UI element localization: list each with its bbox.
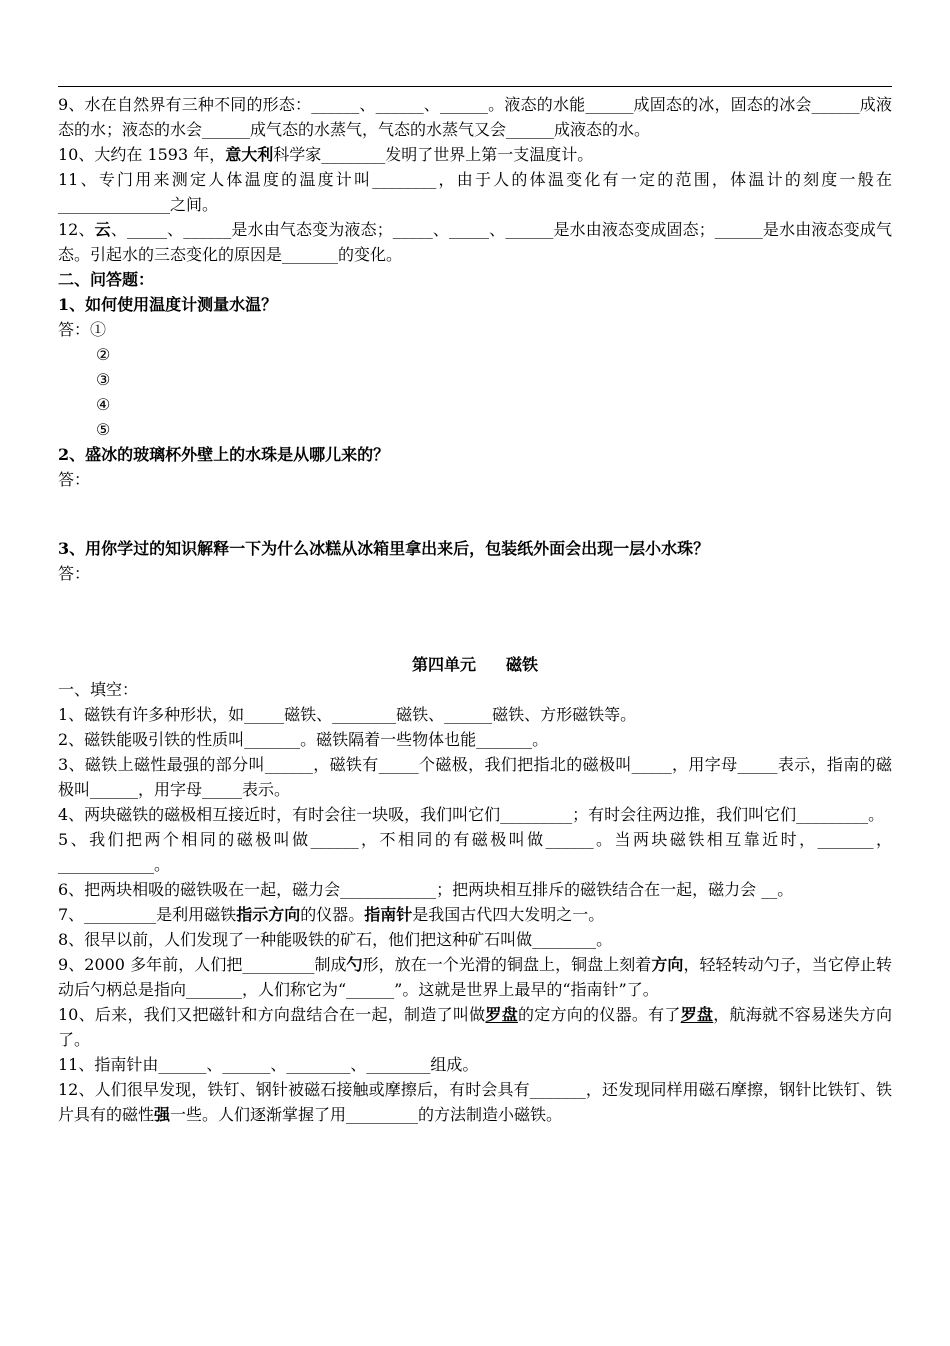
answer-line-5: ⑤ <box>96 420 111 439</box>
unit4-question-12 <box>58 1077 892 1127</box>
q7-text-b: 的仪器。 <box>300 905 365 924</box>
q12-text-a: 12、人们很早发现，铁钉、钢针被磁石接触或摩擦后，有时会具有_______，还发现同样用磁石摩擦，钢针比铁钉、铁片具有的磁性 <box>58 1080 892 1124</box>
essay-question-1: 1、如何使用温度计测量水温？ <box>58 295 278 314</box>
essay-question-3: 3、用你学过的知识解释一下为什么冰糕从冰箱里拿出来后，包装纸外面会出现一层小水珠？ <box>58 539 710 558</box>
answer-line-1: 答：① <box>58 320 107 339</box>
q9-text-c: ，轻轻转动勺子，当它停止转动后勺柄总是指向_______，人们称它为“______”。这就是世界上最早的“指南针”了。 <box>58 955 892 999</box>
q7-text-c: 是我国古代四大发明之一。 <box>412 905 605 924</box>
essay-question-2: 2、盛冰的玻璃杯外壁上的水珠是从哪儿来的？ <box>58 445 390 464</box>
question-12 <box>58 217 892 267</box>
unit4-question-10 <box>58 1002 892 1052</box>
q10-bold-a: 罗盘 <box>485 1005 518 1024</box>
q9-bold-b: 方向 <box>651 955 684 974</box>
question-10 <box>58 142 892 167</box>
q7-text-a: 7、_________是利用磁铁 <box>58 905 237 924</box>
header-rule <box>58 86 892 87</box>
question-10-text: 10、大约在 1593 年， <box>58 145 226 164</box>
question-12-bold: 云 <box>94 220 111 239</box>
q7-bold-b: 指南针 <box>364 905 413 924</box>
unit-title <box>58 652 892 677</box>
q10-text-c: ，航海就不容易迷失方向了。 <box>58 1005 892 1049</box>
unit4-question-2: 2、磁铁能吸引铁的性质叫_______。磁铁隔着一些物体也能_______。 <box>58 730 549 749</box>
unit-title-number: 第四单元 <box>411 655 476 674</box>
answer-line-4: ④ <box>96 395 111 414</box>
q12-text-b: 一些。人们逐渐掌握了用_________的方法制造小磁铁。 <box>170 1105 563 1124</box>
unit4-question-4: 4、两块磁铁的磁极相互接近时，有时会往一块吸，我们叫它们_________；有时会往两边推，我们叫它们_________。 <box>58 805 885 824</box>
q10-bold-b: 罗盘 <box>680 1005 714 1024</box>
q9-text-a: 9、2000 多年前，人们把_________制成 <box>58 955 347 974</box>
answer-space-2 <box>58 492 892 536</box>
unit4-question-7 <box>58 902 892 927</box>
unit4-question-9 <box>58 952 892 1002</box>
unit4-question-5: 5、我们把两个相同的磁极叫做______，不相同的有磁极叫做______。当两块磁铁相互靠近时，_______，____________。 <box>58 830 892 874</box>
question-12-text: 、_____、______是水由气态变为液态；_____、_____、______是水由液态变成固态；______是水由液态变成气态。引起水的三态变化的原因是_______的变化。 <box>58 220 892 264</box>
q10-text-a: 10、后来，我们又把磁针和方向盘结合在一起，制造了叫做 <box>58 1005 486 1024</box>
worksheet-page <box>58 92 892 1127</box>
q9-bold-a: 勺 <box>346 955 363 974</box>
unit4-question-8: 8、很早以前，人们发现了一种能吸铁的矿石，他们把这种矿石叫做________。 <box>58 930 613 949</box>
question-10-text-end: 科学家________发明了世界上第一支温度计。 <box>273 145 594 164</box>
essay-answer-2: 答： <box>58 470 91 489</box>
q7-bold-a: 指示方向 <box>236 905 301 924</box>
section-2-heading: 二、问答题： <box>58 270 155 289</box>
q10-text-b: 的定方向的仪器。有了 <box>517 1005 681 1024</box>
unit4-question-6: 6、把两块相吸的磁铁吸在一起，磁力会____________；把两块相互排斥的磁铁结合在一起，磁力会 __。 <box>58 880 794 899</box>
unit-title-topic: 磁铁 <box>506 655 539 674</box>
fill-heading: 一、填空： <box>58 680 139 699</box>
q12-bold: 强 <box>154 1105 171 1124</box>
unit4-question-1: 1、磁铁有许多种形状，如_____磁铁、________磁铁、______磁铁、方形磁铁等。 <box>58 705 637 724</box>
question-10-bold: 意大利 <box>225 145 274 164</box>
essay-answer-3: 答： <box>58 564 91 583</box>
question-12-num: 12、 <box>58 220 95 239</box>
answer-line-3: ③ <box>96 370 111 389</box>
answer-line-2: ② <box>96 345 111 364</box>
q9-text-b: 形，放在一个光滑的铜盘上，铜盘上刻着 <box>362 955 652 974</box>
question-11: 11、专门用来测定人体温度的温度计叫________，由于人的体温变化有一定的范围，体温计的刻度一般在______________之间。 <box>58 170 892 214</box>
answer-space-3 <box>58 586 892 648</box>
unit4-question-11: 11、指南针由______、______、________、________组成。 <box>58 1055 479 1074</box>
question-9: 9、水在自然界有三种不同的形态：______、______、______。液态的水能______成固态的冰，固态的冰会______成液态的水；液态的水会______成气态的水蒸气，气态的水蒸气又会______成液态的水。 <box>58 95 892 139</box>
unit4-question-3: 3、磁铁上磁性最强的部分叫______，磁铁有_____个磁极，我们把指北的磁极叫_____，用字母_____表示，指南的磁极叫______，用字母_____表示。 <box>58 755 892 799</box>
